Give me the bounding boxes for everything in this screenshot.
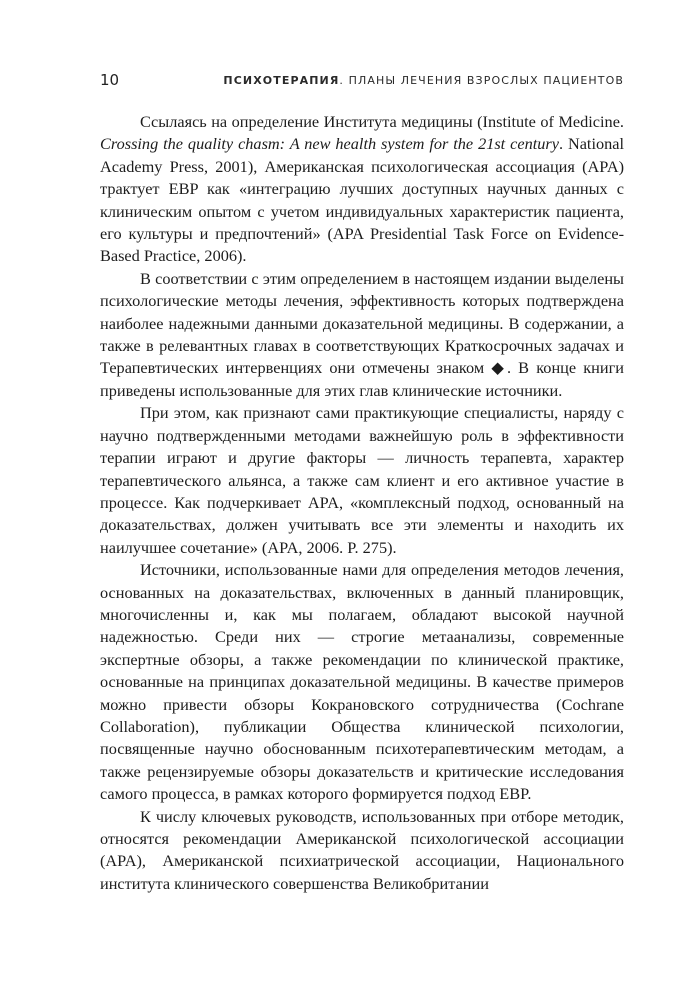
paragraph-1-text-a: Ссылаясь на определение Института медицины (Institute of Medicine. xyxy=(140,112,624,131)
body-text xyxy=(100,111,624,895)
paragraph-1-italic-title: Crossing the quality chasm: A new health system for the 21st century xyxy=(100,134,559,154)
paragraph-4: Источники, использованные нами для определения методов лечения, основанных на доказательствах, включенных в данный планировщик, многочисленны и, как мы полагаем, обладают высокой научной надежностью. Среди них — строгие метаанализы, современные экспертные обзоры, а также рекомендации по клинической практике, основанные на принципах доказательной медицины. В качестве примеров можно привести обзоры Кокрановского сотрудничества (Cochrane Collaboration), публикации Общества клинической психологии, посвященные научно обоснованным психотерапевтическим методам, а также рецензируемые обзоры доказательств и критические исследования самого процесса, в рамках которого формируется подход EBP. xyxy=(100,560,624,804)
paragraph-1 xyxy=(100,111,624,268)
running-title-section: ПСИХОТЕРАПИЯ xyxy=(223,74,340,87)
running-title xyxy=(223,72,624,90)
page-number: 10 xyxy=(100,71,120,89)
paragraph-3: При этом, как признают сами практикующие специалисты, наряду с научно подтвержденными методами важнейшую роль в эффективности терапии играют и другие факторы — личность терапевта, характер терапевтического альянса, а также сам клиент и его активное участие в процессе. Как подчеркивает APA, «комплексный подход, основанный на доказательствах, должен учитывать все эти элементы и находить их наилучшее сочетание» (APA, 2006. P. 275). xyxy=(100,403,624,557)
running-header xyxy=(100,70,624,94)
paragraph-5: К числу ключевых руководств, использованных при отборе методик, относятся рекомендации Американской психологической ассоциации (APA), Американской психиатрической ассоциации, Национального института клинического совершенства Великобритании xyxy=(100,806,624,893)
paragraph-1-text-b: . National Academy Press, 2001), Американская психологическая ассоциация (APA) трактует EBP как «интеграцию лучших доступных научных данных с клиническим опытом с учетом индивидуальных характеристик пациента, его культуры и предпочтений» (APA Presidential Task Force on Evidence-Based Practice, 2006). xyxy=(100,134,625,266)
paragraph-2: В соответствии с этим определением в настоящем издании выделены психологические методы лечения, эффективность которых подтверждена наиболее надежными данными доказательной медицины. В содержании, а также в релевантных главах в соответствующих Краткосрочных задачах и Терапевтических интервенциях они отмечены знаком ◆. В конце книги приведены использованные для этих глав клинические источники. xyxy=(100,268,624,400)
running-title-subtitle: . ПЛАНЫ ЛЕЧЕНИЯ ВЗРОСЛЫХ ПАЦИЕНТОВ xyxy=(339,74,624,87)
